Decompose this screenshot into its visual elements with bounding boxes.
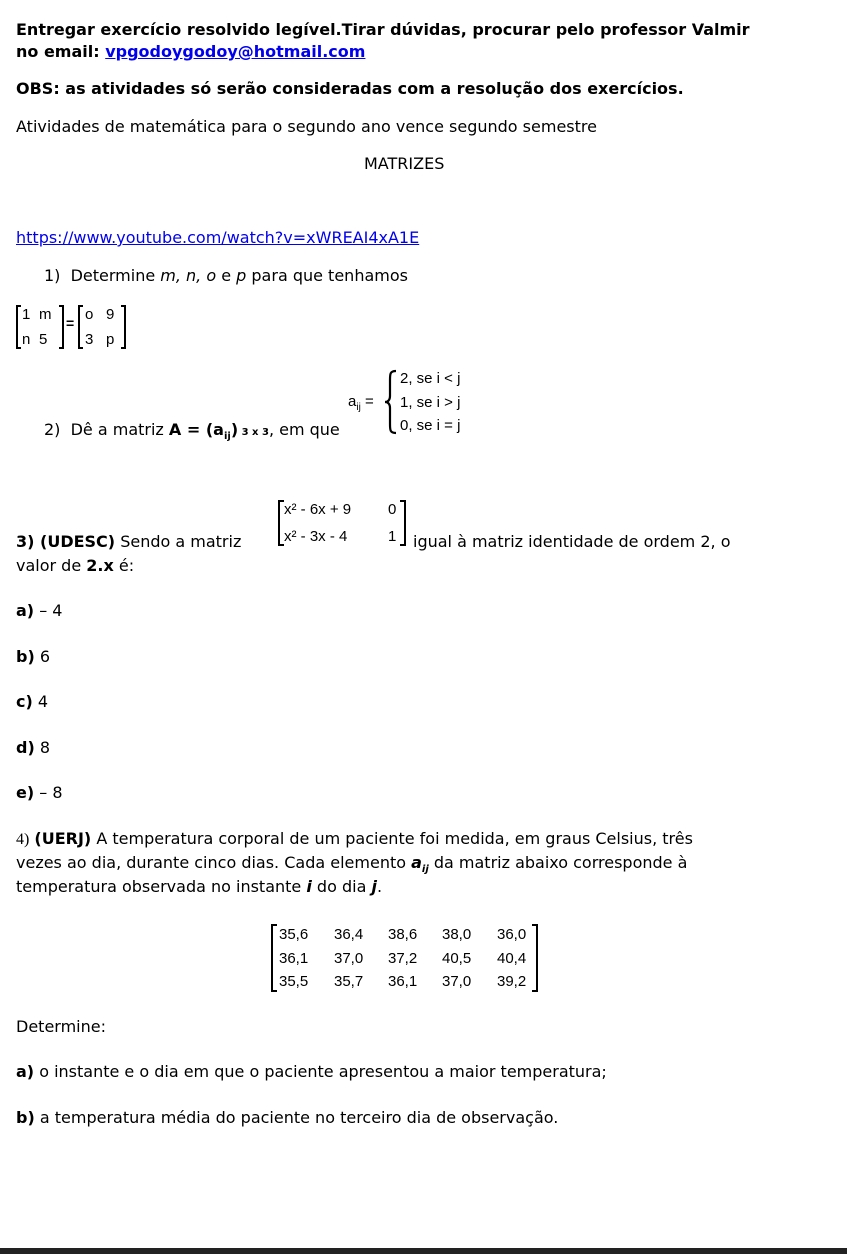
q2-matrix-sub: ij — [223, 431, 231, 443]
q4-aij-sub: ij — [421, 864, 429, 876]
q2-cases — [400, 370, 460, 434]
q4-line2 — [16, 853, 687, 875]
q4-determine: Determine: — [16, 1017, 106, 1036]
matrix-row — [284, 528, 396, 545]
q4-item-b — [16, 1108, 558, 1127]
q3-text-c-end: é: — [113, 556, 135, 575]
instructions-line1: Entregar exercício resolvido legível.Tirar dúvidas, procurar pelo professor Valmir — [16, 20, 750, 39]
matrix-cell: 40,5 — [442, 949, 472, 967]
q3-stem-c — [16, 556, 134, 575]
matrix-cell: x² - 3x - 4 — [284, 528, 348, 545]
email-label: no email: — [16, 42, 106, 61]
q4-text-2a: vezes ao dia, durante cinco dias. Cada elemento — [16, 853, 412, 872]
matrix-row — [22, 331, 60, 348]
matrix-cell: 39,2 — [497, 973, 527, 990]
matrix-row — [279, 950, 526, 967]
q3-label: 3) (UDESC) — [16, 532, 116, 551]
q3-stem-b: igual à matriz identidade de ordem 2, o — [413, 532, 731, 551]
matrix-row — [279, 926, 526, 943]
q3-stem-a — [16, 532, 241, 551]
option-letter: e) — [16, 783, 35, 802]
q4-line1 — [16, 829, 693, 849]
matrix-cell: 35,6 — [279, 926, 309, 943]
option-value: – 4 — [34, 601, 63, 620]
matrix-cell: 3 — [85, 331, 94, 348]
option-letter: b) — [16, 647, 35, 666]
q4-text-3b: do dia — [311, 877, 372, 896]
item-text: o instante e o dia em que o paciente apresentou a maior temperatura; — [34, 1062, 607, 1081]
matrix-row — [284, 501, 396, 518]
matrix-cell: 0 — [388, 501, 397, 518]
q4-text-2b: da matriz abaixo corresponde à — [428, 853, 688, 872]
q3-option-b — [16, 647, 50, 666]
case-text: 0, se i = j — [400, 417, 461, 434]
q2-matrix-a: A = (a — [168, 420, 224, 439]
q4-text-1: A temperatura corporal de um paciente foi medida, em graus Celsius, três — [91, 829, 693, 848]
matrix-cell: 1 — [388, 528, 397, 545]
matrix-cell: 37,2 — [388, 949, 418, 967]
matrix-cell: 36,1 — [388, 973, 418, 990]
item-letter: b) — [16, 1108, 35, 1127]
matrix-cell: 36,1 — [279, 949, 309, 967]
question-1 — [44, 266, 408, 285]
option-letter: d) — [16, 738, 35, 757]
q4-matrix — [279, 926, 526, 990]
q3-2x: 2.x — [86, 556, 114, 575]
matrix-cell: 40,4 — [497, 949, 527, 967]
q1-text-end: para que tenhamos — [246, 266, 408, 285]
matrix-cell: 36,4 — [334, 926, 364, 943]
q2-aij-label — [348, 393, 374, 413]
q3-text-c: valor de — [16, 556, 87, 575]
option-letter: a) — [16, 601, 35, 620]
q2-text-end: , em que — [268, 420, 340, 439]
q3-option-a — [16, 601, 62, 620]
matrix-cell: n — [22, 331, 31, 348]
q3-option-c — [16, 692, 48, 711]
bottom-scroll-bar — [0, 1248, 847, 1254]
q2-case-2 — [400, 394, 460, 411]
q2-text: Dê a matriz — [70, 420, 169, 439]
option-value: 6 — [34, 647, 51, 666]
matrix-row — [22, 306, 60, 323]
question-2 — [44, 420, 340, 442]
q1-vars: m, n, o — [160, 266, 217, 285]
matrix-cell: 1 — [22, 306, 31, 323]
q2-matrix-name — [168, 420, 269, 443]
instructions-line2 — [16, 42, 365, 61]
q1-var-p: p — [236, 266, 247, 285]
q2-case-3 — [400, 417, 460, 434]
q4-line3 — [16, 877, 382, 896]
q4-number: 4) — [16, 831, 30, 848]
matrix-cell: 38,0 — [442, 926, 472, 943]
q4-text-3c: . — [376, 877, 383, 896]
matrix-row — [85, 306, 123, 323]
option-letter: c) — [16, 692, 33, 711]
q2-case-1 — [400, 370, 460, 387]
case-text: 1, se i > j — [400, 393, 461, 411]
q1-text-and: e — [216, 266, 237, 285]
subtitle: Atividades de matemática para o segundo ano vence segundo semestre — [16, 117, 597, 136]
option-value: 8 — [34, 738, 51, 757]
q1-equals-sign: = — [66, 315, 75, 331]
q2-matrix-close: ) — [230, 420, 239, 439]
q4-label: (UERJ) — [34, 829, 92, 848]
q2-aij-a: a — [348, 393, 357, 410]
matrix-cell: 9 — [106, 306, 115, 323]
matrix-cell: x² - 6x + 9 — [284, 501, 352, 518]
q1-number: 1) — [44, 266, 61, 285]
q3-matrix — [284, 501, 396, 545]
matrix-cell: 37,0 — [442, 973, 472, 990]
matrix-cell: 5 — [39, 331, 48, 348]
item-text: a temperatura média do paciente no terceiro dia de observação. — [34, 1108, 559, 1127]
q3-text: Sendo a matriz — [115, 532, 242, 551]
q4-aij: a — [411, 853, 422, 872]
q2-aij-eq: = — [364, 393, 374, 410]
email-link[interactable]: vpgodoygodoy@hotmail.com — [105, 42, 366, 61]
q2-aij-sub: ij — [356, 402, 361, 413]
matrix-cell: 37,0 — [334, 949, 364, 967]
q4-var-i: i — [306, 877, 312, 896]
matrix-row — [85, 331, 123, 348]
video-link[interactable]: https://www.youtube.com/watch?v=xWREAI4xA1E — [16, 228, 420, 247]
topic-title: MATRIZES — [364, 154, 445, 173]
q4-var-j: j — [371, 877, 377, 896]
q4-text-3a: temperatura observada no instante — [16, 877, 307, 896]
q2-curly-brace — [384, 370, 398, 434]
q1-right-matrix — [85, 306, 123, 348]
q3-option-e — [16, 783, 63, 802]
matrix-cell: 36,0 — [497, 926, 527, 943]
item-letter: a) — [16, 1062, 35, 1081]
q2-dims: 3 x 3 — [238, 427, 269, 438]
q3-option-d — [16, 738, 50, 757]
q2-number: 2) — [44, 420, 61, 439]
q4-item-a — [16, 1062, 607, 1081]
obs-note: OBS: as atividades só serão consideradas com a resolução dos exercícios. — [16, 79, 684, 98]
q1-left-matrix — [22, 306, 60, 348]
matrix-cell: p — [106, 331, 115, 348]
matrix-cell: o — [85, 306, 94, 323]
option-value: 4 — [32, 692, 49, 711]
matrix-row — [279, 973, 526, 990]
matrix-cell: 35,7 — [334, 973, 364, 990]
case-text: 2, se i < j — [400, 370, 461, 387]
q1-text: Determine — [70, 266, 161, 285]
matrix-cell: m — [39, 306, 52, 323]
matrix-cell: 38,6 — [388, 926, 418, 943]
matrix-cell: 35,5 — [279, 973, 309, 990]
option-value: – 8 — [34, 783, 63, 802]
